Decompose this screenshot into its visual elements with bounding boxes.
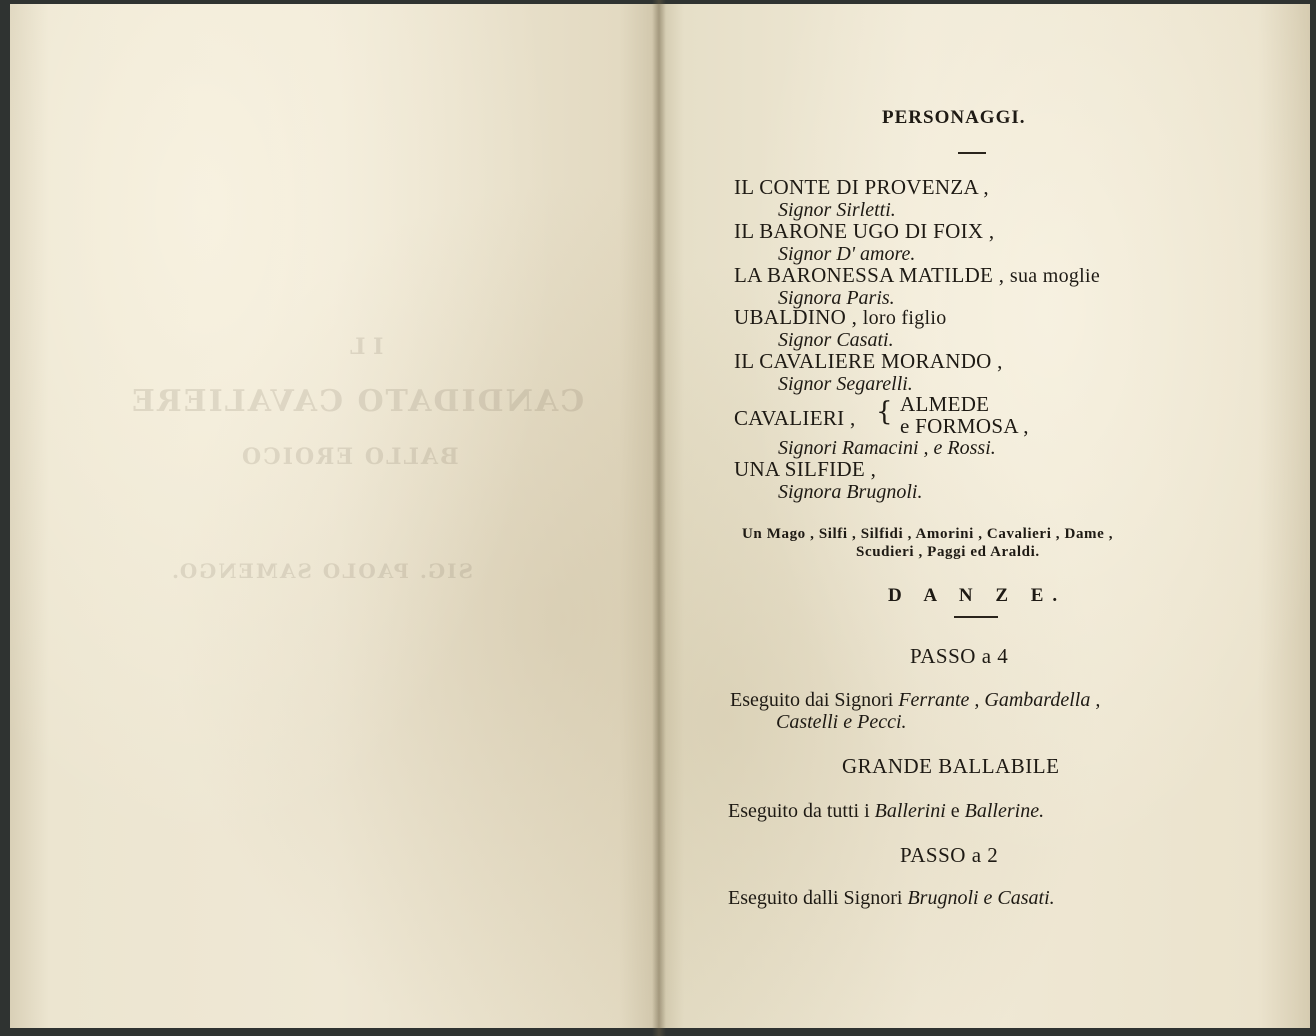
cast-role: UNA SILFIDE , xyxy=(734,457,877,481)
book-gutter xyxy=(652,0,666,1036)
extras-line: Scudieri , Paggi ed Araldi. xyxy=(856,544,1040,560)
cast-actor: Signor Sirletti. xyxy=(778,199,896,221)
page-heading: PERSONAGGI. xyxy=(882,107,1026,128)
cast-role: IL BARONE UGO DI FOIX , xyxy=(734,219,995,243)
dance-title: GRANDE BALLABILE xyxy=(842,754,1060,778)
danze-heading: D A N Z E. xyxy=(888,585,1067,606)
brace-symbol: { xyxy=(876,397,893,427)
dance-title: PASSO a 4 xyxy=(910,644,1009,668)
heading-rule xyxy=(958,152,986,154)
cavalieri-name: e FORMOSA , xyxy=(900,414,1029,438)
dance-performers: Eseguito dalli Signori Brugnoli e Casati. xyxy=(728,887,1055,909)
show-through-text: CANDIDATO CAVALIERE xyxy=(130,384,585,419)
cast-actor: Signora Brugnoli. xyxy=(778,481,923,503)
cast-role: LA BARONESSA MATILDE , sua moglie xyxy=(734,263,1101,287)
dance-title: PASSO a 2 xyxy=(900,843,999,867)
cavalieri-name: ALMEDE xyxy=(900,392,990,416)
cast-actor: Signor D' amore. xyxy=(778,243,916,265)
cast-role: IL CAVALIERE MORANDO , xyxy=(734,349,1003,373)
dance-performers: Castelli e Pecci. xyxy=(776,711,907,733)
cast-actor: Signor Casati. xyxy=(778,329,894,351)
right-page xyxy=(658,4,1310,1028)
cast-actor: Signor Segarelli. xyxy=(778,373,913,395)
cast-actor: Signori Ramacini , e Rossi. xyxy=(778,437,996,459)
left-page xyxy=(10,4,658,1028)
cast-role: UBALDINO , loro figlio xyxy=(734,305,947,329)
cavalieri-role: CAVALIERI , xyxy=(734,406,856,430)
cast-actor: Signora Paris. xyxy=(778,287,895,309)
danze-rule xyxy=(954,616,998,618)
show-through-text: I L xyxy=(350,334,384,360)
cast-role: IL CONTE DI PROVENZA , xyxy=(734,175,989,199)
dance-performers: Eseguito dai Signori Ferrante , Gambardella , xyxy=(730,689,1101,711)
show-through-text: BALLO EROICO xyxy=(240,444,459,470)
show-through-text: SIG. PAOLO SAMENGO. xyxy=(170,559,473,583)
extras-line: Un Mago , Silfi , Silfidi , Amorini , Cavalieri , Dame , xyxy=(742,526,1114,542)
dance-performers: Eseguito da tutti i Ballerini e Ballerine. xyxy=(728,800,1045,822)
